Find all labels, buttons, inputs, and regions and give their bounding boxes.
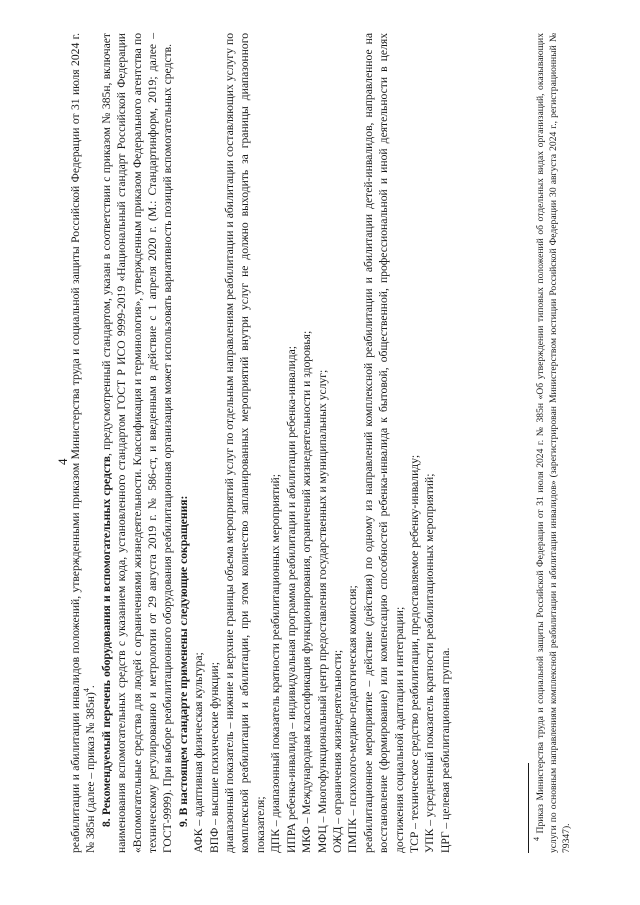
section-9 — [176, 33, 191, 853]
footnote-body: Приказ Министерства труда и социальной защиты Российской Федерации от 31 июля 2024 г. № 385н «Об утверждении типовых положений об отдельных видах организаций, оказывающих услуги по основным направлениям комплексной реабилитации и абилитации инвалидов» (зарегистрирован Министерством юстиции Российской Федерации 30 августа 2024 г., регистрационный № 79347). — [535, 33, 572, 853]
document-body — [68, 33, 453, 853]
footnote-mark: 4 — [531, 837, 541, 841]
abbreviation-item: реабилитационное мероприятие – действие (действия) по одному из направлений комплексной реабилитации и абилитации детей-инвалидов, направленное на восстановление (формирование) или компенсацию способностей ребенка-инвалида к бытовой, общественной, профессиональной и иной деятельности в целях достижения социальной адаптации и интеграции; — [361, 33, 406, 853]
abbreviation-item: ОЖД – ограничения жизнедеятельности; — [330, 649, 344, 853]
section-8 — [99, 33, 176, 853]
paragraph-continuation-end: . — [84, 685, 98, 689]
abbreviation-item: ЦРГ – целевая реабилитационная группа. — [438, 647, 452, 853]
footnote-divider — [528, 763, 529, 853]
footnote-ref: 4 — [82, 688, 92, 693]
section-9-bold: сокращения: — [176, 495, 190, 564]
page-number: 4 — [55, 458, 70, 465]
abbreviation-item: АФК – адаптивная физическая культура; — [192, 652, 206, 853]
footnote — [528, 33, 573, 853]
paragraph-continuation — [68, 33, 99, 853]
section-9-text: 9. В настоящем стандарте применены следующие — [176, 563, 190, 827]
abbreviation-item: ПМПК – психолого-медико-педагогическая комиссия; — [346, 585, 360, 853]
abbreviation-item: диапазонный показатель – нижние и верхние границы объема мероприятий услуг по отдельным направлениям реабилитации и абилитации составляющих услугу по комплексной реабилитации и абилитации, при этом количество запланированных мероприятий внутри услуг не должно выходить за границы диапазонного показателя; — [223, 33, 267, 853]
abbreviation-item: ВПФ – высшие психические функции; — [207, 662, 221, 853]
section-8-text: , предусмотренный стандартом, указан в соответствии с приказом № 385н, включает наименования вспомогательных средств с указанием кода, установленного стандартом ГОСТ Р ИСО 9999-2019 «Национальный стандарт Российской Федерации «Вспомогательные средства для людей с ограничениями жизнедеятельности. Классификация и терминология», утвержденным приказом Федерального агентства по техническому регулированию и метрологии от 29 августа 2019 г. № 586-ст, и введенным в действие с 1 апреля 2020 г. (М.: Стандартинформ, 2019; далее – ГОСТ-9999). При выборе реабилитационного оборудования реабилитационная организация может использовать вариативность позиций вспомогательных средств. — [99, 33, 175, 853]
abbreviation-item: ТСР – техническое средство реабилитации, предоставляемое ребенку-инвалиду; — [407, 454, 421, 853]
abbreviation-item: МКФ – Международная классификация функционирования, ограничений жизнедеятельности и здоровья; — [300, 330, 314, 853]
footnote-text — [531, 33, 573, 853]
abbreviation-item: УПК – усредненный показатель кратности реабилитационных мероприятий; — [423, 473, 437, 853]
abbreviation-item: МФЦ – Многофункциональный центр предоставления государственных и муниципальных услуг; — [315, 369, 329, 853]
abbreviation-item: ИПРА ребенка-инвалида – индивидуальная программа реабилитации и абилитации ребенка-инвалида; — [284, 346, 298, 853]
abbreviation-list — [191, 33, 453, 853]
abbreviation-item: ДПК – диапазонный показатель кратности реабилитационных мероприятий; — [269, 474, 283, 853]
section-8-heading: 8. Рекомендуемый перечень оборудования и вспомогательных средств — [99, 456, 113, 827]
paragraph-continuation-text: реабилитации и абилитации инвалидов положений, утвержденными приказом Министерства труда и социальной защиты Российской Федерации от 31 июля 2024 г. № 385н (далее – приказ № 385н) — [69, 33, 98, 853]
